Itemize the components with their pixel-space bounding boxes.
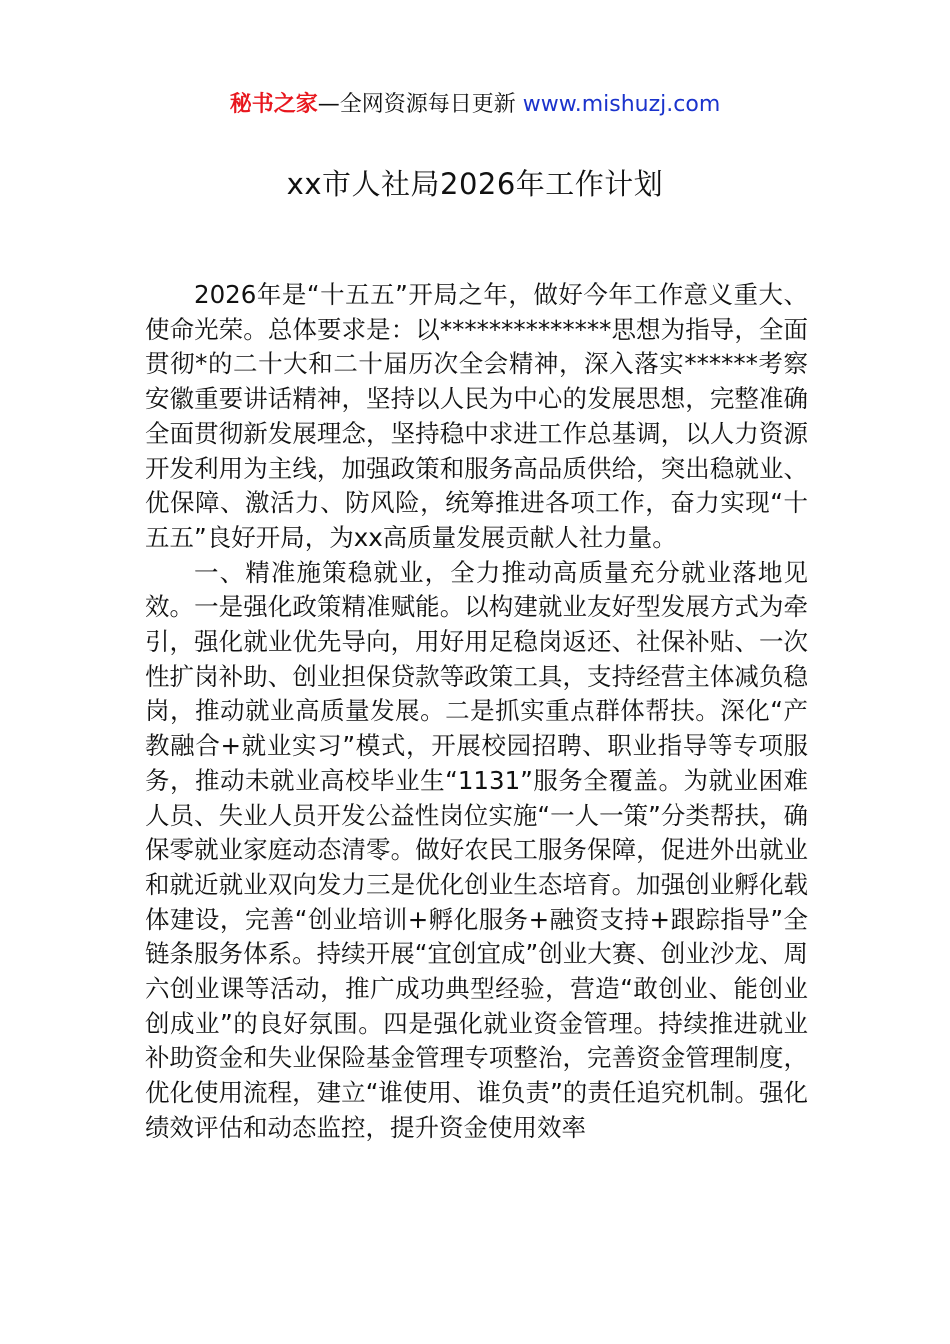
site-tagline: —全网资源每日更新 bbox=[317, 92, 516, 117]
site-header bbox=[0, 88, 950, 122]
paragraph-intro: 2026年是“十五五”开局之年，做好今年工作意义重大、使命光荣。总体要求是：以**************思想为指导，全面贯彻*的二十大和二十届历次全会精神，深入落实******考察安徽重要讲话精神，坚持以人民为中心的发展思想，完整准确全面贯彻新发展理念，坚持稳中求进工作总基调，以人力资源开发利用为主线，加强政策和服务高品质供给，突出稳就业、优保障、激活力、防风险，统筹推进各项工作，奋力实现“十五五”良好开局，为xx高质量发展贡献人社力量。 bbox=[145, 280, 808, 552]
site-brand: 秘书之家 bbox=[229, 92, 318, 117]
document-title: xx市人社局2026年工作计划 bbox=[286, 167, 664, 201]
site-url-link[interactable]: www.mishuzj.com bbox=[522, 92, 721, 117]
paragraph-employment: 一、精准施策稳就业，全力推动高质量充分就业落地见效。一是强化政策精准赋能。以构建就业友好型发展方式为牵引，强化就业优先导向，用好用足稳岗返还、社保补贴、一次性扩岗补助、创业担保贷款等政策工具，支持经营主体减负稳岗，推动就业高质量发展。二是抓实重点群体帮扶。深化“产教融合+就业实习”模式，开展校园招聘、职业指导等专项服务，推动未就业高校毕业生“1131”服务全覆盖。为就业困难人员、失业人员开发公益性岗位实施“一人一策”分类帮扶，确保零就业家庭动态清零。做好农民工服务保障，促进外出就业和就近就业双向发力三是优化创业生态培育。加强创业孵化载体建设，完善“创业培训+孵化服务+融资支持+跟踪指导”全链条服务体系。持续开展“宜创宜成”创业大赛、创业沙龙、周六创业课等活动，推广成功典型经验，营造“敢创业、能创业创成业”的良好氛围。四是强化就业资金管理。持续推进就业补助资金和失业保险基金管理专项整治，完善资金管理制度，优化使用流程，建立“谁使用、谁负责”的责任追究机制。强化绩效评估和动态监控，提升资金使用效率 bbox=[145, 557, 808, 1142]
document-body bbox=[145, 278, 808, 1146]
